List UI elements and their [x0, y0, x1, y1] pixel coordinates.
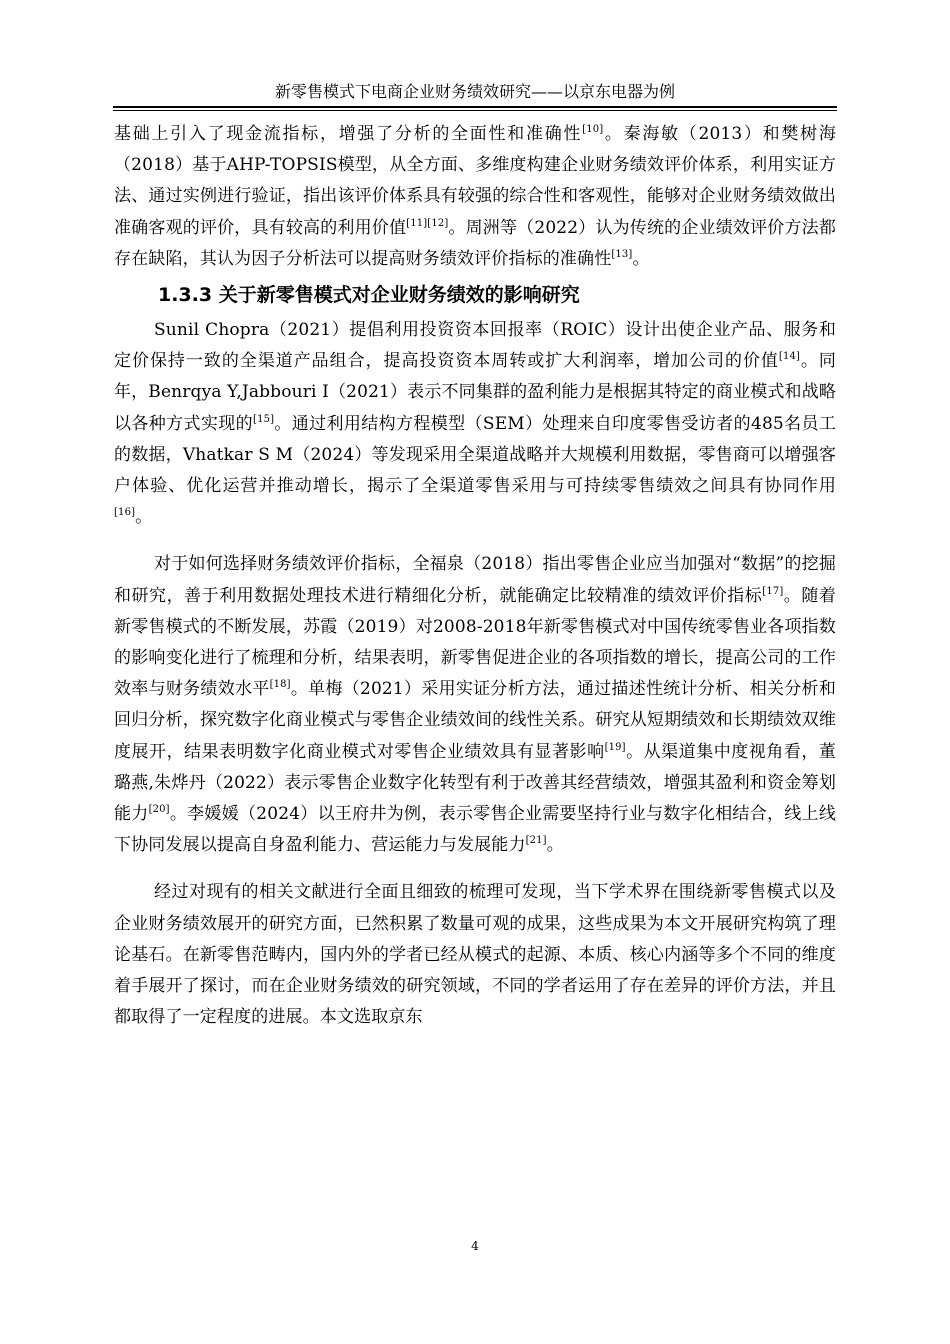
paragraph-domestic-studies	[114, 549, 836, 861]
header-rule	[113, 106, 837, 108]
text-run: 。	[546, 835, 564, 856]
citation: [14]	[778, 351, 801, 363]
paragraph-evaluation-methods	[114, 119, 836, 275]
text-run: 。从渠道集中度视角看，董璐燕,朱烨丹（2022）表示零售企业数字化转型有利于改善其经营绩效，增强其盈利和资金筹划能力	[114, 741, 836, 825]
citation: [11][12]	[406, 217, 449, 229]
header-rule-thin	[113, 110, 837, 111]
body-text	[114, 119, 836, 1033]
text-run: 。周洲等（2022）认为传统的企业绩效评价方法都存在缺陷，其认为因子分析法可以提高财务绩效评价指标的准确性	[114, 217, 836, 269]
citation: [18]	[269, 679, 291, 691]
text-run: 。秦海敏（2013）和樊树海（2018）基于AHP-TOPSIS模型，从全方面、多维度构建企业财务绩效评价体系，利用实证方法、通过实例进行验证，指出该评价体系具有较强的综合性和客观性，能够对企业财务绩效做出准确客观的评价，具有较高的利用价值	[114, 124, 836, 238]
text-run: 。	[135, 507, 153, 528]
citation: [17]	[762, 585, 784, 597]
citation: [16]	[114, 507, 136, 519]
citation: [19]	[604, 741, 626, 753]
text-run: 。通过利用结构方程模型（SEM）处理来自印度零售受访者的485名员工的数据，Vhatkar S M（2024）等发现采用全渠道战略并大规模利用数据，零售商可以增强客户体验、优化运营并推动增长，揭示了全渠道零售采用与可持续零售绩效之间具有协同作用	[114, 413, 837, 497]
paragraph-literature-summary	[114, 877, 836, 1033]
text-run: Sunil Chopra（2021）提倡利用投资资本回报率（ROIC）设计出使企业产品、服务和定价保持一致的全渠道产品组合，提高投资资本周转或扩大利润率，增加公司的价值	[114, 320, 836, 372]
text-run: 基础上引入了现金流指标，增强了分析的全面性和准确性	[114, 124, 583, 144]
running-header: 新零售模式下电商企业财务绩效研究——以京东电器为例	[274, 82, 675, 101]
text-run: 。随着新零售模式的不断发展，苏霞（2019）对2008-2018年新零售模式对中国传统零售业各项指数的影响变化进行了梳理和分析，结果表明，新零售促进企业的各项指数的增长，提高公司的工作效率与财务绩效水平	[114, 585, 836, 700]
text-run: 。同年，Benrqya Y,Jabbouri I（2021）表示不同集群的盈利能力是根据其特定的商业模式和战略以各种方式实现的	[114, 351, 836, 434]
page-number: 4	[471, 1239, 479, 1253]
text-run: 。	[632, 248, 650, 269]
text-run: 对于如何选择财务绩效评价指标，全福泉（2018）指出零售企业应当加强对“数据”的挖掘和研究，善于利用数据处理技术进行精细化分析，就能确定比较精准的绩效评价指标	[114, 554, 836, 606]
citation: [13]	[611, 248, 633, 260]
section-heading: 1.3.3 关于新零售模式对企业财务绩效的影响研究	[158, 284, 580, 307]
paragraph-foreign-studies	[114, 315, 836, 533]
text-run: 经过对现有的相关文献进行全面且细致的梳理可发现，当下学术界在围绕新零售模式以及企业财务绩效展开的研究方面，已然积累了数量可观的成果，这些成果为本文开展研究构筑了理论基石。在新零售范畴内，国内外的学者已经从模式的起源、本质、核心内涵等多个不同的维度着手展开了探讨，而在企业财务绩效的研究领域，不同的学者运用了存在差异的评价方法，并且都取得了一定程度的进展。本文选取京东	[114, 882, 836, 1028]
citation: [20]	[148, 804, 170, 816]
citation: [21]	[525, 835, 547, 847]
citation: [10]	[582, 124, 604, 135]
text-run: 。李媛媛（2024）以王府井为例，表示零售企业需要坚持行业与数字化相结合，线上线下协同发展以提高自身盈利能力、营运能力与发展能力	[114, 804, 836, 856]
text-run: 。单梅（2021）采用实证分析方法，通过描述性统计分析、相关分析和回归分析，探究数字化商业模式与零售企业绩效间的线性关系。研究从短期绩效和长期绩效双维度展开，结果表明数字化商业模式对零售企业绩效具有显著影响	[114, 679, 836, 762]
citation: [15]	[253, 413, 275, 425]
